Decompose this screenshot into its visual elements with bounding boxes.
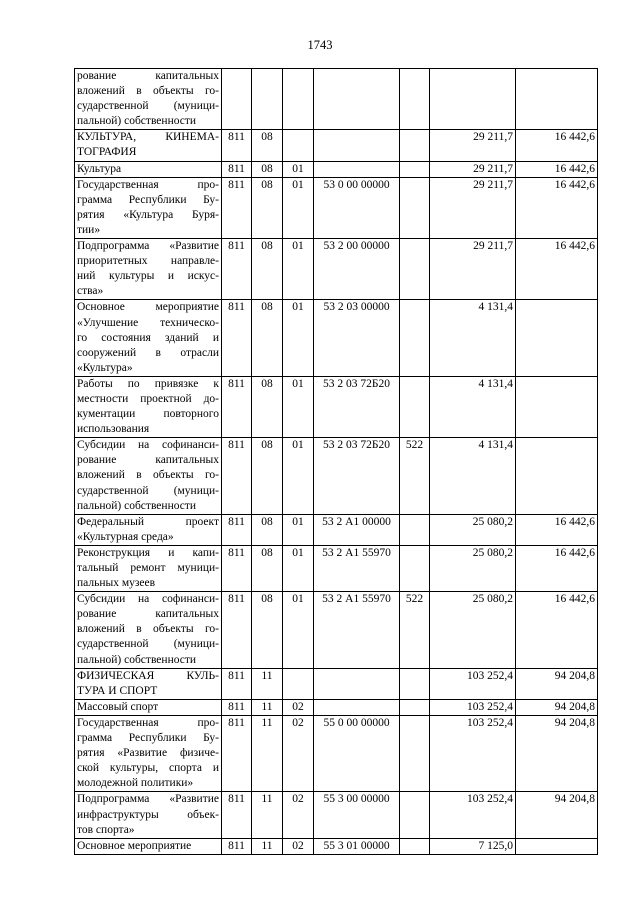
amount-year2-cell: 16 442,6	[516, 592, 598, 668]
item-name-line: инфраструктуры объек-	[77, 808, 219, 821]
target-article-cell	[314, 161, 400, 177]
target-article-cell: 53 2 А1 55970	[314, 592, 400, 668]
item-name-line: сударственной (муници-	[77, 100, 219, 113]
item-name-line: рятия «Развитие физиче-	[77, 747, 219, 760]
admin-code-cell: 811	[222, 545, 252, 591]
subsection-code-cell: 01	[283, 376, 314, 437]
item-name-line: Государственная про-	[77, 178, 219, 191]
section-code-cell: 08	[252, 239, 283, 300]
admin-code-cell: 811	[222, 161, 252, 177]
item-name-cell	[75, 300, 222, 376]
section-code-cell: 08	[252, 514, 283, 545]
section-code-cell: 11	[252, 668, 283, 699]
expense-type-cell	[400, 69, 430, 130]
amount-year1-cell: 29 211,7	[430, 130, 516, 161]
item-name-line: рование капитальных	[77, 454, 219, 467]
item-name-line: Массовый спорт	[77, 700, 159, 713]
table-row	[75, 438, 598, 514]
item-name-line: ства»	[77, 285, 104, 298]
item-name-line: грамма Республики Бу-	[77, 193, 219, 206]
expense-type-cell	[400, 376, 430, 437]
item-name-line: вложений в объекты го-	[77, 469, 219, 482]
amount-year2-cell: 16 442,6	[516, 130, 598, 161]
amount-year2-cell: 16 442,6	[516, 545, 598, 591]
expense-type-cell	[400, 668, 430, 699]
amount-year1-cell: 29 211,7	[430, 177, 516, 238]
admin-code-cell: 811	[222, 130, 252, 161]
subsection-code-cell: 01	[283, 438, 314, 514]
amount-year1-cell: 25 080,2	[430, 592, 516, 668]
amount-year1-cell: 103 252,4	[430, 792, 516, 838]
item-name-cell	[75, 161, 222, 177]
admin-code-cell: 811	[222, 514, 252, 545]
target-article-cell: 53 2 03 72Б20	[314, 376, 400, 437]
table-row	[75, 161, 598, 177]
section-code-cell: 08	[252, 130, 283, 161]
page-number: 1743	[307, 38, 333, 52]
section-code-cell: 11	[252, 699, 283, 715]
item-name-line: ТУРА И СПОРТ	[77, 684, 158, 697]
expense-type-cell	[400, 545, 430, 591]
table-row	[75, 838, 598, 854]
item-name-line: ТОГРАФИЯ	[77, 146, 137, 159]
subsection-code-cell	[283, 69, 314, 130]
item-name-line: грамма Республики Бу-	[77, 732, 219, 745]
section-code-cell: 11	[252, 838, 283, 854]
item-name-cell	[75, 838, 222, 854]
item-name-cell	[75, 514, 222, 545]
target-article-cell	[314, 69, 400, 130]
section-code-cell: 11	[252, 792, 283, 838]
item-name-line: сударственной (муници-	[77, 484, 219, 497]
expense-type-cell	[400, 715, 430, 791]
item-name-line: Работы по привязке к	[77, 377, 219, 390]
subsection-code-cell: 01	[283, 592, 314, 668]
table-row	[75, 699, 598, 715]
item-name-line: молодежной политики»	[77, 777, 194, 790]
target-article-cell: 55 3 00 00000	[314, 792, 400, 838]
table-row	[75, 668, 598, 699]
item-name-cell	[75, 130, 222, 161]
item-name-cell	[75, 792, 222, 838]
amount-year2-cell	[516, 69, 598, 130]
budget-table	[74, 68, 598, 855]
section-code-cell: 08	[252, 376, 283, 437]
table-row	[75, 376, 598, 437]
expense-type-cell	[400, 838, 430, 854]
admin-code-cell: 811	[222, 699, 252, 715]
amount-year1-cell: 4 131,4	[430, 376, 516, 437]
admin-code-cell	[222, 69, 252, 130]
amount-year2-cell	[516, 838, 598, 854]
subsection-code-cell: 01	[283, 514, 314, 545]
section-code-cell: 08	[252, 545, 283, 591]
amount-year1-cell: 29 211,7	[430, 239, 516, 300]
item-name-line: ФИЗИЧЕСКАЯ КУЛЬ-	[77, 669, 219, 682]
item-name-line: тов спорта»	[77, 823, 135, 836]
section-code-cell	[252, 69, 283, 130]
section-code-cell: 08	[252, 438, 283, 514]
target-article-cell: 55 3 01 00000	[314, 838, 400, 854]
admin-code-cell: 811	[222, 668, 252, 699]
section-code-cell: 08	[252, 592, 283, 668]
amount-year2-cell: 16 442,6	[516, 177, 598, 238]
subsection-code-cell: 02	[283, 792, 314, 838]
expense-type-cell	[400, 699, 430, 715]
admin-code-cell: 811	[222, 300, 252, 376]
item-name-line: Субсидии на софинанси-	[77, 439, 219, 452]
table-row	[75, 69, 598, 130]
amount-year1-cell: 103 252,4	[430, 715, 516, 791]
target-article-cell	[314, 699, 400, 715]
table-row	[75, 177, 598, 238]
item-name-line: Подпрограмма «Развитие	[77, 793, 219, 806]
item-name-line: рование капитальных	[77, 70, 219, 82]
table-row	[75, 514, 598, 545]
item-name-line: сударственной (муници-	[77, 638, 219, 651]
table-body	[75, 69, 598, 855]
item-name-line: «Культурная среда»	[77, 530, 174, 543]
item-name-line: тальный ремонт муници-	[77, 562, 219, 574]
target-article-cell: 53 2 03 72Б20	[314, 438, 400, 514]
target-article-cell: 53 2 А1 55970	[314, 545, 400, 591]
amount-year1-cell: 103 252,4	[430, 699, 516, 715]
item-name-line: «Улучшение техническо-	[77, 316, 219, 329]
target-article-cell: 53 2 00 00000	[314, 239, 400, 300]
subsection-code-cell: 02	[283, 715, 314, 791]
expense-type-cell	[400, 161, 430, 177]
table-row	[75, 545, 598, 591]
item-name-cell	[75, 239, 222, 300]
amount-year1-cell: 103 252,4	[430, 668, 516, 699]
item-name-cell	[75, 592, 222, 668]
amount-year1-cell	[430, 69, 516, 130]
subsection-code-cell: 02	[283, 699, 314, 715]
admin-code-cell: 811	[222, 376, 252, 437]
admin-code-cell: 811	[222, 838, 252, 854]
expense-type-cell: 522	[400, 438, 430, 514]
subsection-code-cell	[283, 668, 314, 699]
amount-year1-cell: 4 131,4	[430, 438, 516, 514]
admin-code-cell: 811	[222, 592, 252, 668]
amount-year2-cell: 94 204,8	[516, 792, 598, 838]
item-name-line: Подпрограмма «Развитие	[77, 240, 219, 253]
item-name-line: Реконструкция и капи-	[77, 546, 219, 559]
table-row	[75, 715, 598, 791]
item-name-line: Государственная про-	[77, 716, 219, 729]
item-name-line: «Культура»	[77, 361, 133, 374]
item-name-line: приоритетных направле-	[77, 255, 219, 268]
expense-type-cell	[400, 300, 430, 376]
target-article-cell: 53 2 А1 00000	[314, 514, 400, 545]
admin-code-cell: 811	[222, 715, 252, 791]
item-name-line: сооружений в отрасли	[77, 346, 219, 359]
section-code-cell: 08	[252, 161, 283, 177]
subsection-code-cell: 02	[283, 838, 314, 854]
subsection-code-cell: 01	[283, 300, 314, 376]
subsection-code-cell: 01	[283, 161, 314, 177]
item-name-line: КУЛЬТУРА, КИНЕМА-	[77, 131, 219, 144]
table-row	[75, 792, 598, 838]
item-name-line: пальной) собственности	[77, 115, 197, 128]
target-article-cell	[314, 668, 400, 699]
amount-year2-cell: 94 204,8	[516, 668, 598, 699]
item-name-line: тии»	[77, 223, 101, 236]
item-name-cell	[75, 545, 222, 591]
item-name-line: пальных музеев	[77, 577, 156, 590]
item-name-line: использования	[77, 423, 150, 436]
item-name-cell	[75, 715, 222, 791]
subsection-code-cell	[283, 130, 314, 161]
table-row	[75, 239, 598, 300]
item-name-line: ний культуры и искус-	[77, 270, 219, 283]
admin-code-cell: 811	[222, 239, 252, 300]
item-name-line: вложений в объекты го-	[77, 623, 219, 636]
admin-code-cell: 811	[222, 438, 252, 514]
amount-year2-cell: 94 204,8	[516, 715, 598, 791]
amount-year1-cell: 25 080,2	[430, 545, 516, 591]
item-name-cell	[75, 668, 222, 699]
amount-year2-cell: 16 442,6	[516, 239, 598, 300]
item-name-line: Культура	[77, 162, 122, 175]
item-name-line: Субсидии на софинанси-	[77, 593, 219, 606]
expense-type-cell	[400, 239, 430, 300]
amount-year2-cell	[516, 438, 598, 514]
subsection-code-cell: 01	[283, 545, 314, 591]
expense-type-cell	[400, 130, 430, 161]
target-article-cell: 55 0 00 00000	[314, 715, 400, 791]
section-code-cell: 11	[252, 715, 283, 791]
target-article-cell: 53 2 03 00000	[314, 300, 400, 376]
item-name-line: ской культуры, спорта и	[77, 762, 219, 775]
amount-year1-cell: 25 080,2	[430, 514, 516, 545]
amount-year2-cell	[516, 300, 598, 376]
expense-type-cell	[400, 177, 430, 238]
amount-year2-cell: 16 442,6	[516, 161, 598, 177]
item-name-line: Основное мероприятие	[77, 301, 219, 314]
section-code-cell: 08	[252, 300, 283, 376]
target-article-cell	[314, 130, 400, 161]
table-row	[75, 300, 598, 376]
item-name-cell	[75, 699, 222, 715]
item-name-line: кументации повторного	[77, 408, 219, 421]
table-row	[75, 592, 598, 668]
expense-type-cell: 522	[400, 592, 430, 668]
item-name-line: местности проектной до-	[77, 392, 219, 405]
admin-code-cell: 811	[222, 177, 252, 238]
item-name-line: пальной) собственности	[77, 499, 197, 512]
item-name-line: вложений в объекты го-	[77, 85, 219, 98]
expense-type-cell	[400, 792, 430, 838]
amount-year2-cell: 94 204,8	[516, 699, 598, 715]
table-row	[75, 130, 598, 161]
item-name-line: Основное мероприятие	[77, 839, 192, 852]
amount-year2-cell: 16 442,6	[516, 514, 598, 545]
amount-year1-cell: 7 125,0	[430, 838, 516, 854]
item-name-line: рятия «Культура Буря-	[77, 208, 219, 221]
section-code-cell: 08	[252, 177, 283, 238]
item-name-cell	[75, 376, 222, 437]
target-article-cell: 53 0 00 00000	[314, 177, 400, 238]
subsection-code-cell: 01	[283, 239, 314, 300]
subsection-code-cell: 01	[283, 177, 314, 238]
item-name-line: Федеральный проект	[77, 515, 219, 528]
amount-year1-cell: 29 211,7	[430, 161, 516, 177]
item-name-cell	[75, 69, 222, 130]
item-name-cell	[75, 438, 222, 514]
item-name-line: пальной) собственности	[77, 653, 197, 666]
item-name-line: го состояния зданий и	[77, 331, 219, 344]
item-name-cell	[75, 177, 222, 238]
expense-type-cell	[400, 514, 430, 545]
item-name-line: рование капитальных	[77, 608, 219, 621]
amount-year1-cell: 4 131,4	[430, 300, 516, 376]
admin-code-cell: 811	[222, 792, 252, 838]
amount-year2-cell	[516, 376, 598, 437]
